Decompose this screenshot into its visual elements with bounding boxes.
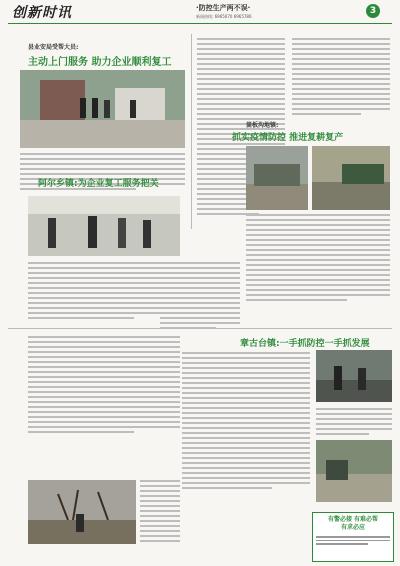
article3-kicker: 崮板沟地镇: xyxy=(246,122,279,129)
article3-photo-right xyxy=(312,146,390,210)
ad-headline-line1: 有警必接 有难必帮 xyxy=(327,516,379,523)
article3-headline: 抓实疫情防控 推进复耕复产 xyxy=(232,133,344,143)
article4-headline: 章古台镇:一手抓防控一手抓发展 xyxy=(240,339,370,349)
masthead xyxy=(0,0,400,24)
article4-photo-bottom xyxy=(316,440,392,502)
article4-photo-bottom-image xyxy=(316,440,392,502)
column-title: ·防控生产两不误· xyxy=(196,4,251,12)
article4-photo-top xyxy=(316,350,392,402)
article2-body-col2 xyxy=(160,262,240,332)
ad-body xyxy=(313,532,393,549)
ad-headline-line2: 有求必应 xyxy=(340,524,365,531)
bottom-left-photo-image xyxy=(28,480,136,544)
section-divider xyxy=(8,328,392,329)
article4-body xyxy=(182,352,310,492)
lower-left-body xyxy=(28,336,180,436)
article1-photo xyxy=(20,70,185,148)
article4-photo-top-image xyxy=(316,350,392,402)
column-divider xyxy=(191,34,192,229)
article4-body-col2 xyxy=(316,408,392,436)
article1-kicker: 县业安局受帮大员: xyxy=(28,44,79,51)
newspaper-logo: 创新时讯 xyxy=(12,5,72,21)
article3-photo-left-image xyxy=(246,146,308,210)
page-number-badge: 3 xyxy=(366,4,380,18)
article1-photo-image xyxy=(20,70,185,148)
ad-box xyxy=(312,512,394,562)
article3-photo-right-image xyxy=(312,146,390,210)
ad-headline xyxy=(313,513,393,532)
bottom-left-caption xyxy=(140,480,180,544)
article3-photo-left xyxy=(246,146,308,210)
article3-body xyxy=(246,214,390,304)
article1-headline: 主动上门服务 助力企业顺利复工 xyxy=(28,57,172,68)
masthead-rule xyxy=(8,23,392,24)
article1-body-col3 xyxy=(292,38,390,118)
article2-headline: 阿尔乡镇:为企业复工服务把关 xyxy=(38,179,159,189)
article2-photo-image xyxy=(28,196,180,256)
article2-body xyxy=(28,262,180,322)
hotline-text: 新闻热线: 6965070 6965786 xyxy=(196,14,252,19)
article2-photo xyxy=(28,196,180,256)
bottom-left-photo xyxy=(28,480,136,544)
